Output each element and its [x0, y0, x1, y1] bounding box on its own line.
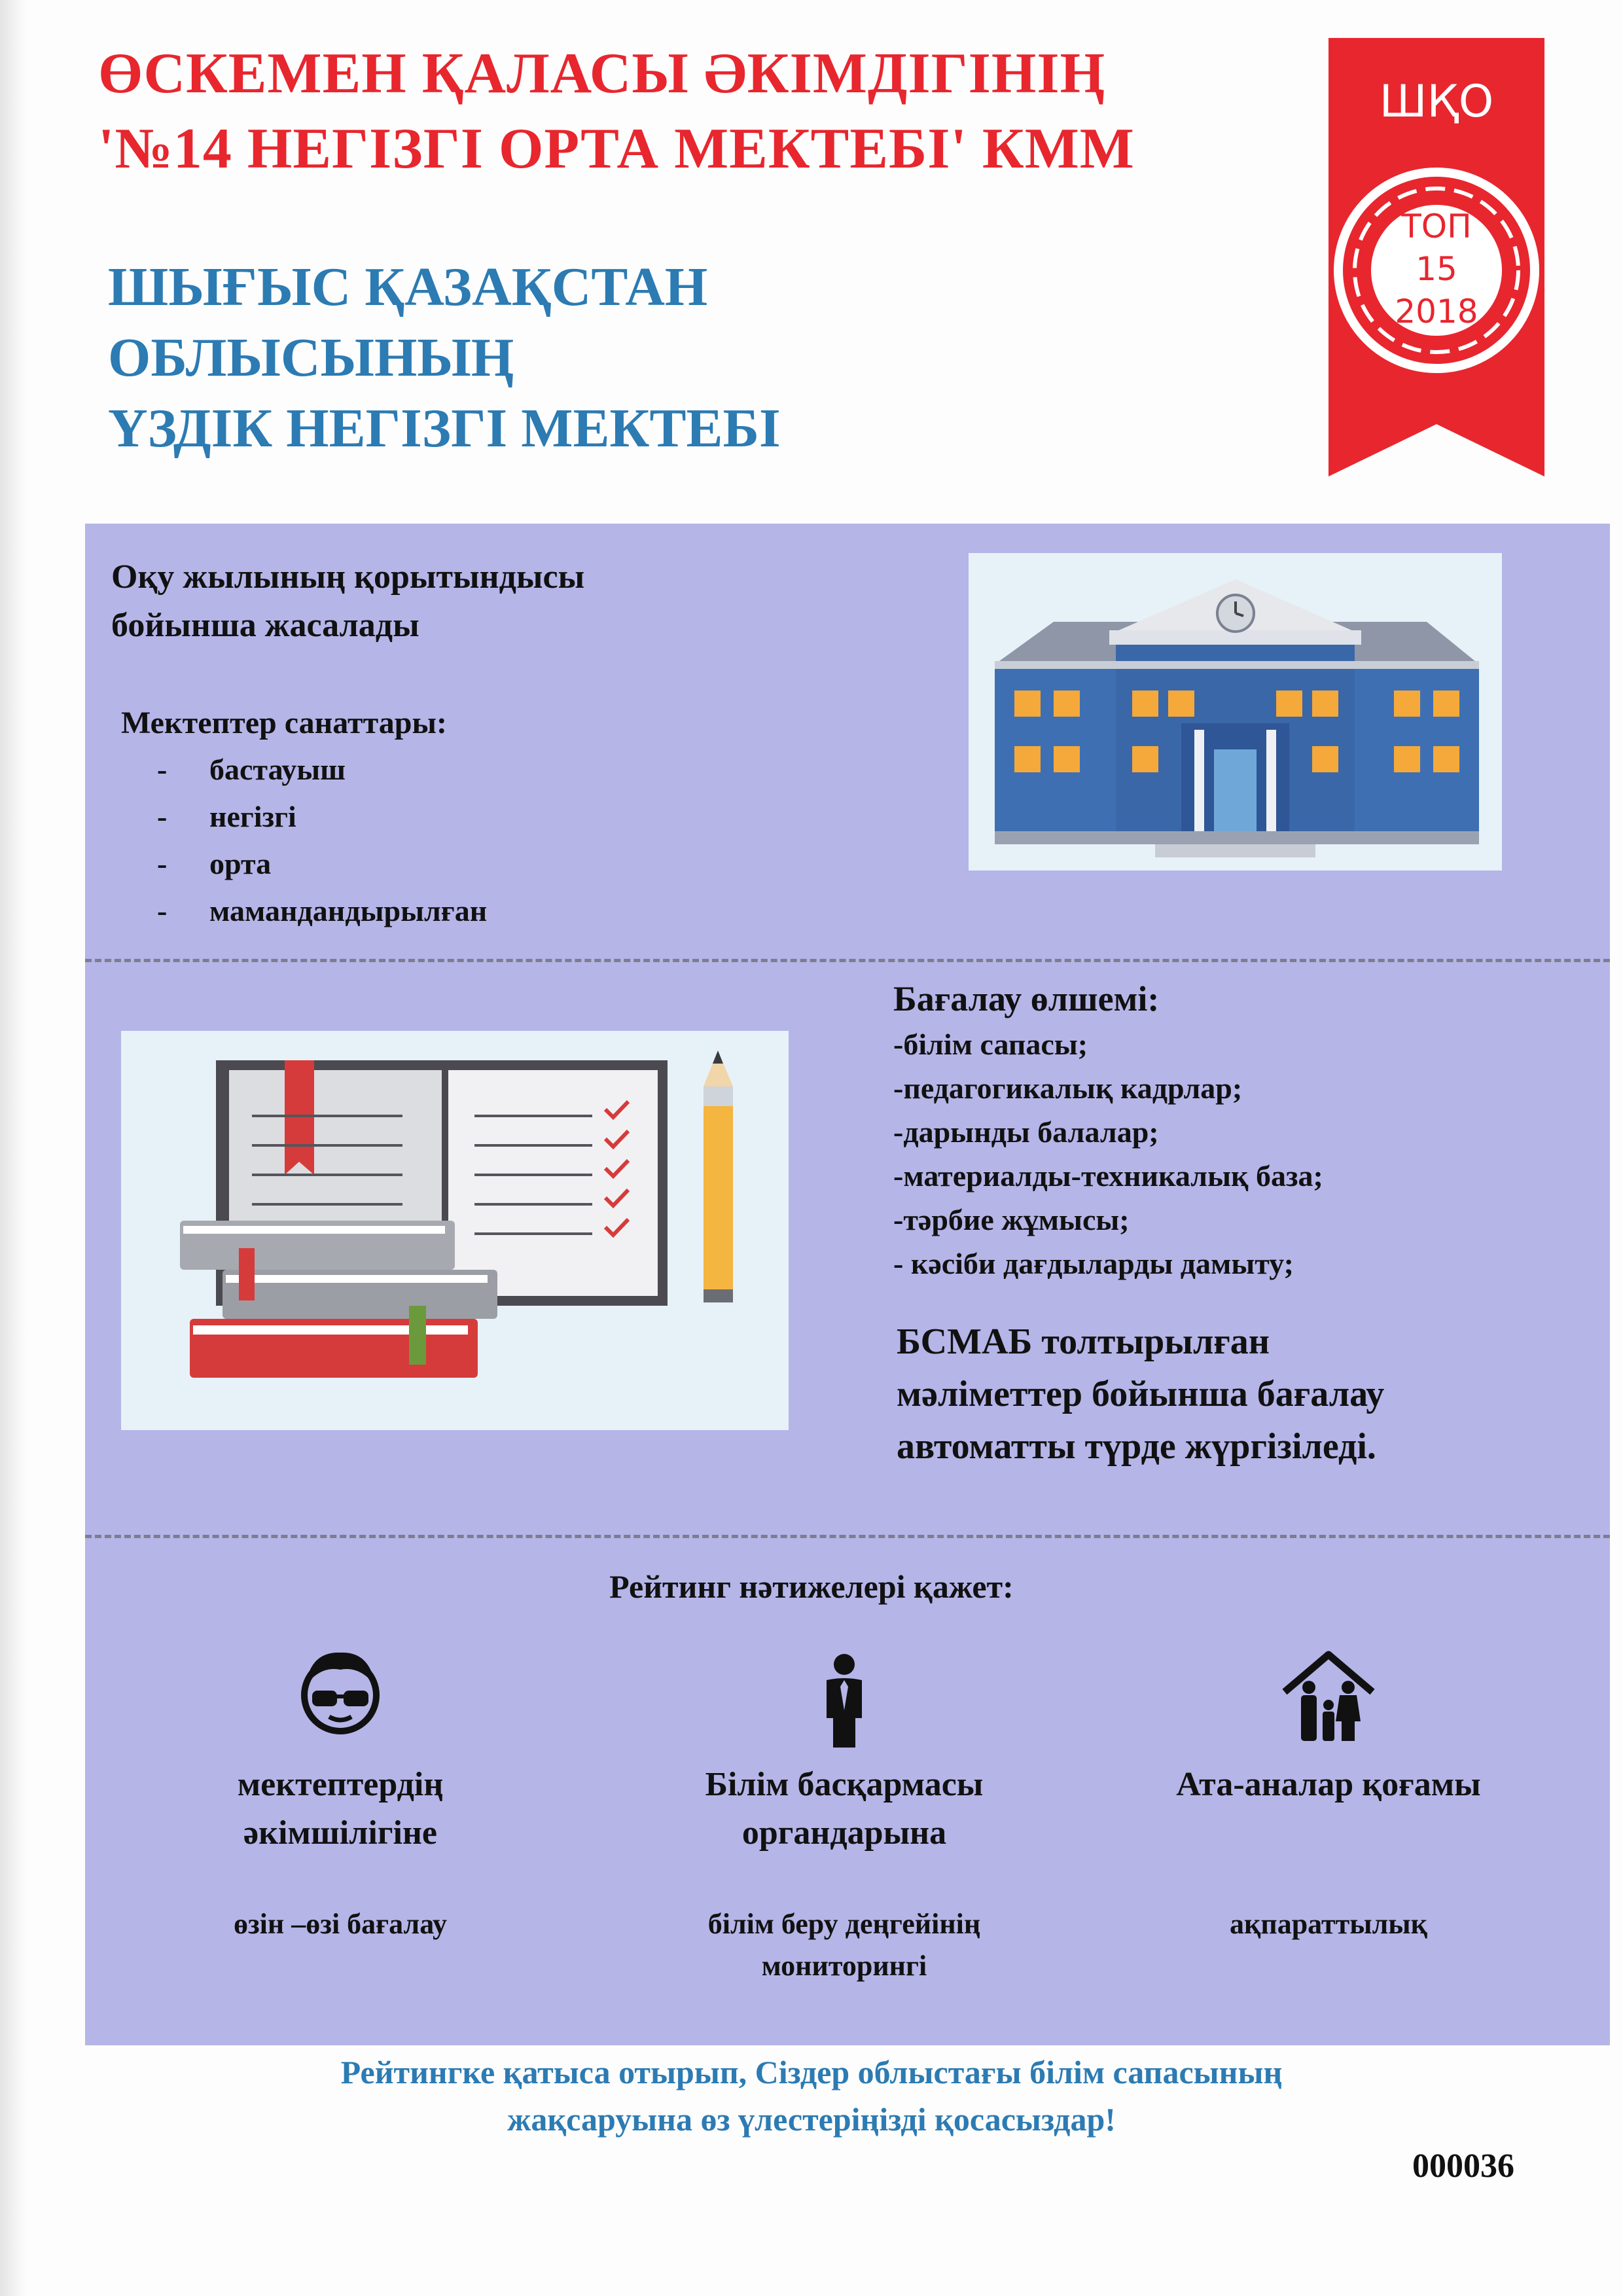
list-item: -педагогикалық кадрлар;	[893, 1071, 1243, 1105]
column-label-line2: органдарына	[741, 1814, 947, 1852]
page-number: 000036	[1412, 2147, 1514, 2185]
family-house-icon	[1279, 1649, 1378, 1744]
column-purpose-line2: мониторингі	[761, 1950, 927, 1982]
top15-badge	[1329, 38, 1544, 476]
list-item: -дарынды балалар;	[893, 1115, 1159, 1149]
assessment-note-line3: автоматты түрде жүргізіледі.	[897, 1426, 1376, 1467]
assessment-note	[897, 1316, 1584, 1473]
list-item: -материалды-техникалық база;	[893, 1159, 1323, 1193]
criteria-list	[893, 1022, 1323, 1285]
man-with-glasses-icon	[298, 1646, 383, 1744]
award-subtitle-line1: ШЫҒЫС ҚАЗАҚСТАН	[108, 257, 708, 317]
divider-2	[85, 1535, 1610, 1538]
list-item: -білім сапасы;	[893, 1028, 1088, 1061]
footer-message	[0, 2049, 1623, 2143]
column-purpose: ақпараттылық	[1229, 1908, 1427, 1940]
assessment-note-line1: БСМАБ толтырылған	[897, 1321, 1270, 1362]
school-building-illustration	[969, 553, 1502, 870]
books-checklist-illustration	[121, 1031, 789, 1430]
list-item: - негізгі	[157, 800, 296, 833]
list-item: -тәрбие жұмысы;	[893, 1203, 1130, 1236]
list-item: - орта	[157, 847, 272, 880]
column-purpose: өзін –өзі бағалау	[234, 1908, 447, 1940]
column-label-line1: Ата-аналар қоғамы	[1176, 1766, 1481, 1803]
section1-heading	[111, 553, 897, 650]
badge-region-text: ШҚО	[1379, 76, 1494, 128]
badge-top-text: ТОП	[1401, 207, 1472, 245]
column-purpose-line1: білім беру деңгейінің	[707, 1908, 981, 1940]
list-item: - мамандандырылған	[157, 894, 488, 927]
badge-year-text: 2018	[1395, 293, 1478, 331]
criteria-title: Бағалау өлшемі:	[893, 979, 1160, 1018]
categories-title: Мектептер санаттары:	[121, 706, 447, 740]
badge-rank-text: 15	[1416, 250, 1457, 288]
businessman-icon	[821, 1653, 867, 1748]
footer-line1: Рейтингке қатыса отырып, Сіздер облыстағы білім сапасының	[340, 2054, 1283, 2090]
column-label-line2: әкімшілігіне	[243, 1814, 437, 1852]
column-label-line1: Білім басқармасы	[705, 1766, 984, 1803]
school-title-line1: ӨСКЕМЕН ҚАЛАСЫ ӘКІМДІГІНІҢ	[98, 42, 1106, 105]
award-subtitle-line2: ОБЛЫСЫНЫҢ	[108, 327, 514, 388]
results-heading: Рейтинг нәтижелері қажет:	[609, 1568, 1014, 1605]
column-label-line1: мектептердің	[237, 1766, 444, 1803]
section1-heading-line1: Оқу жылының қорытындысы	[111, 558, 585, 596]
audience-column-education-authorities	[628, 1761, 1060, 1987]
section1-heading-line2: бойынша жасалады	[111, 607, 419, 644]
award-subtitle-line3: ҮЗДІК НЕГІЗГІ МЕКТЕБІ	[108, 398, 781, 459]
footer-line2: жақсаруына өз үлестеріңізді қосасыздар!	[507, 2101, 1116, 2138]
scan-edge	[0, 0, 26, 2296]
audience-column-administration	[157, 1761, 524, 1945]
assessment-note-line2: мәліметтер бойынша бағалау	[897, 1374, 1385, 1414]
audience-column-parents	[1099, 1761, 1558, 1945]
categories-list	[157, 746, 487, 935]
award-subtitle	[108, 252, 1090, 464]
school-title-line2: '№14 НЕГІЗГІ ОРТА МЕКТЕБІ' КММ	[98, 117, 1135, 181]
list-item: - бастауыш	[157, 753, 346, 786]
list-item: - кәсіби дағдыларды дамыту;	[893, 1247, 1294, 1280]
divider-1	[85, 959, 1610, 962]
school-title	[98, 36, 1276, 187]
